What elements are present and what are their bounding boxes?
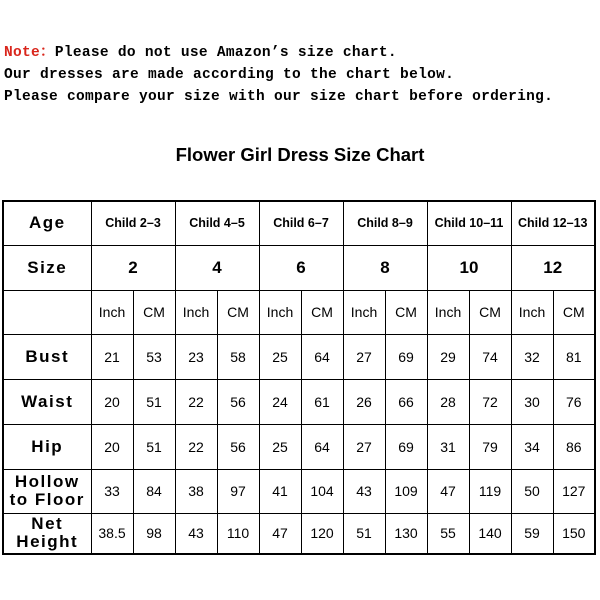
size-header: Size bbox=[3, 245, 91, 290]
size-cell: 4 bbox=[175, 245, 259, 290]
measure-value: 34 bbox=[511, 424, 553, 469]
measure-value: 27 bbox=[343, 334, 385, 379]
note-block bbox=[4, 42, 553, 108]
measure-value: 25 bbox=[259, 424, 301, 469]
measure-value: 55 bbox=[427, 513, 469, 554]
measure-value: 51 bbox=[133, 379, 175, 424]
measure-value: 58 bbox=[217, 334, 259, 379]
size-row bbox=[3, 245, 595, 290]
measure-value: 64 bbox=[301, 334, 343, 379]
measure-row bbox=[3, 379, 595, 424]
measure-row bbox=[3, 424, 595, 469]
measure-value: 76 bbox=[553, 379, 595, 424]
unit-inch: Inch bbox=[175, 290, 217, 334]
measure-value: 47 bbox=[427, 469, 469, 513]
measure-value: 56 bbox=[217, 379, 259, 424]
measure-value: 22 bbox=[175, 424, 217, 469]
size-cell: 6 bbox=[259, 245, 343, 290]
note-line-1 bbox=[4, 42, 553, 64]
measure-value: 20 bbox=[91, 379, 133, 424]
measure-value: 51 bbox=[133, 424, 175, 469]
measure-value: 31 bbox=[427, 424, 469, 469]
measure-value: 32 bbox=[511, 334, 553, 379]
measure-value: 30 bbox=[511, 379, 553, 424]
age-cell: Child 6–7 bbox=[259, 201, 343, 245]
measure-value: 33 bbox=[91, 469, 133, 513]
note-label: Note： bbox=[4, 45, 55, 61]
measure-value: 66 bbox=[385, 379, 427, 424]
measure-value: 59 bbox=[511, 513, 553, 554]
age-cell: Child 8–9 bbox=[343, 201, 427, 245]
measure-value: 119 bbox=[469, 469, 511, 513]
unit-inch: Inch bbox=[91, 290, 133, 334]
unit-cm: CM bbox=[217, 290, 259, 334]
measure-value: 22 bbox=[175, 379, 217, 424]
age-cell: Child 2–3 bbox=[91, 201, 175, 245]
measure-value: 29 bbox=[427, 334, 469, 379]
measure-label: Net Height bbox=[3, 513, 91, 554]
measure-value: 25 bbox=[259, 334, 301, 379]
measure-value: 79 bbox=[469, 424, 511, 469]
unit-cm: CM bbox=[301, 290, 343, 334]
unit-row bbox=[3, 290, 595, 334]
measure-value: 104 bbox=[301, 469, 343, 513]
chart-title: Flower Girl Dress Size Chart bbox=[175, 144, 425, 165]
age-row bbox=[3, 201, 595, 245]
measure-value: 120 bbox=[301, 513, 343, 554]
measure-value: 27 bbox=[343, 424, 385, 469]
measure-value: 53 bbox=[133, 334, 175, 379]
age-cell: Child 4–5 bbox=[175, 201, 259, 245]
measure-label: Bust bbox=[3, 334, 91, 379]
measure-label: Hip bbox=[3, 424, 91, 469]
measure-value: 98 bbox=[133, 513, 175, 554]
measure-value: 130 bbox=[385, 513, 427, 554]
measure-label: Hollow to Floor bbox=[3, 469, 91, 513]
measure-value: 81 bbox=[553, 334, 595, 379]
age-cell: Child 12–13 bbox=[511, 201, 595, 245]
note-text-1: Please do not use Amazon’s size chart. bbox=[54, 45, 397, 61]
unit-cm: CM bbox=[469, 290, 511, 334]
measure-value: 150 bbox=[553, 513, 595, 554]
measure-value: 21 bbox=[91, 334, 133, 379]
age-cell: Child 10–11 bbox=[427, 201, 511, 245]
unit-header-empty bbox=[3, 290, 91, 334]
measure-value: 28 bbox=[427, 379, 469, 424]
measure-value: 97 bbox=[217, 469, 259, 513]
measure-value: 24 bbox=[259, 379, 301, 424]
size-cell: 10 bbox=[427, 245, 511, 290]
unit-cm: CM bbox=[385, 290, 427, 334]
unit-inch: Inch bbox=[427, 290, 469, 334]
measure-value: 26 bbox=[343, 379, 385, 424]
unit-cm: CM bbox=[133, 290, 175, 334]
measure-value: 64 bbox=[301, 424, 343, 469]
measure-value: 109 bbox=[385, 469, 427, 513]
measure-value: 23 bbox=[175, 334, 217, 379]
measure-value: 56 bbox=[217, 424, 259, 469]
note-line-3: Please compare your size with our size chart before ordering. bbox=[4, 89, 554, 105]
measure-row bbox=[3, 334, 595, 379]
measure-value: 110 bbox=[217, 513, 259, 554]
measure-value: 140 bbox=[469, 513, 511, 554]
measure-value: 72 bbox=[469, 379, 511, 424]
measure-value: 41 bbox=[259, 469, 301, 513]
unit-inch: Inch bbox=[511, 290, 553, 334]
unit-inch: Inch bbox=[343, 290, 385, 334]
measure-value: 69 bbox=[385, 424, 427, 469]
size-cell: 2 bbox=[91, 245, 175, 290]
measure-value: 74 bbox=[469, 334, 511, 379]
measure-value: 38.5 bbox=[91, 513, 133, 554]
age-header: Age bbox=[3, 201, 91, 245]
note-line-2: Our dresses are made according to the chart below. bbox=[4, 67, 455, 83]
unit-cm: CM bbox=[553, 290, 595, 334]
unit-inch: Inch bbox=[259, 290, 301, 334]
size-chart-table bbox=[2, 200, 596, 555]
measure-value: 38 bbox=[175, 469, 217, 513]
measure-value: 50 bbox=[511, 469, 553, 513]
measure-label: Waist bbox=[3, 379, 91, 424]
measure-row bbox=[3, 469, 595, 513]
measure-value: 51 bbox=[343, 513, 385, 554]
measure-value: 43 bbox=[343, 469, 385, 513]
measure-value: 84 bbox=[133, 469, 175, 513]
measure-value: 61 bbox=[301, 379, 343, 424]
measure-value: 69 bbox=[385, 334, 427, 379]
size-cell: 12 bbox=[511, 245, 595, 290]
measure-value: 20 bbox=[91, 424, 133, 469]
measure-value: 127 bbox=[553, 469, 595, 513]
measure-value: 86 bbox=[553, 424, 595, 469]
measure-value: 47 bbox=[259, 513, 301, 554]
measure-row bbox=[3, 513, 595, 554]
measure-value: 43 bbox=[175, 513, 217, 554]
size-cell: 8 bbox=[343, 245, 427, 290]
